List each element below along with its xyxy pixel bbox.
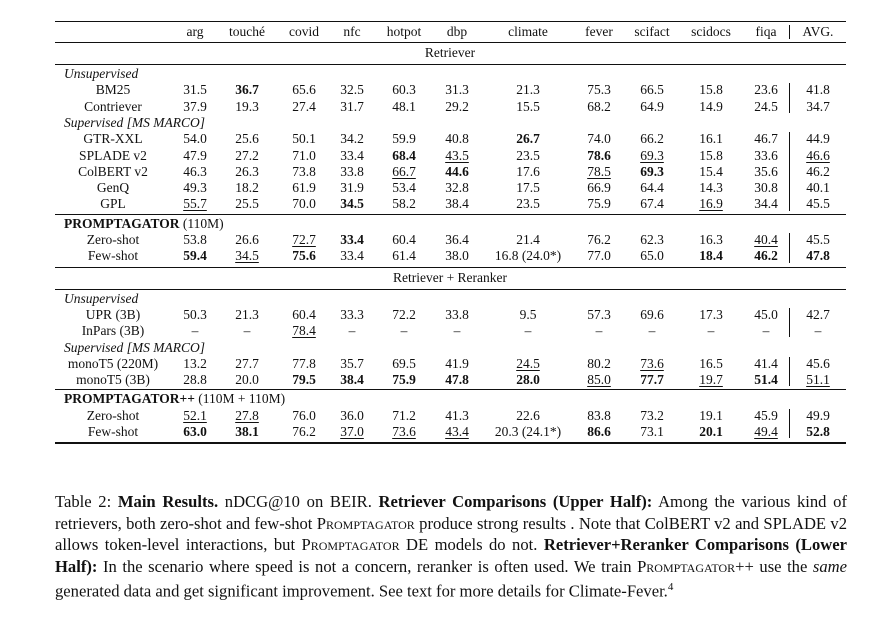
table-cell: 49.4 <box>754 424 778 439</box>
table-cell: 19.1 <box>699 407 723 423</box>
group-label <box>64 391 285 407</box>
table-cell: 68.4 <box>392 147 416 163</box>
table-cell: 60.4 <box>292 306 316 322</box>
caption-text: Among the various kind of retrievers, both zero-shot and few-shot <box>55 492 847 533</box>
table-cell: 43.4 <box>445 424 469 439</box>
table-cell: 69.5 <box>392 355 416 371</box>
table-cell: 74.0 <box>587 131 611 147</box>
table-cell: 26.7 <box>516 131 540 147</box>
table-cell: 15.8 <box>699 82 723 98</box>
section-bottom-rule <box>55 442 846 443</box>
table-cell: 19.3 <box>235 98 259 114</box>
section-title: Retriever <box>424 45 476 60</box>
caption-smallcaps-promptagator: Promptagator <box>316 513 415 533</box>
table-cell: 28.8 <box>183 372 207 388</box>
table-cell: 70.0 <box>292 196 316 212</box>
table-cell: 48.1 <box>392 98 416 114</box>
table-cell: 69.6 <box>640 306 664 322</box>
table-cell: 44.9 <box>806 131 830 147</box>
table-cell: 16.8 (24.0*) <box>494 248 562 264</box>
table-cell: 62.3 <box>640 232 664 247</box>
column-header: hotpot <box>386 24 422 39</box>
top-rule <box>55 21 846 22</box>
table-cell: 25.5 <box>235 196 259 212</box>
caption-footnote-mark: 4 <box>667 581 674 593</box>
group-rule <box>55 214 846 215</box>
row-label: UPR (3B) <box>85 306 141 322</box>
table-cell: 24.5 <box>516 355 540 371</box>
column-header: dbp <box>446 24 468 39</box>
table-cell: 15.8 <box>699 147 723 163</box>
group-label-method: PROMPTAGATOR++ <box>64 391 195 407</box>
table-cell: 60.3 <box>392 82 416 98</box>
table-cell: 59.4 <box>183 248 207 264</box>
table-cell: 27.2 <box>235 147 259 163</box>
table-cell: 20.3 (24.1*) <box>494 424 562 439</box>
table-cell: 35.7 <box>340 355 364 371</box>
table-cell: 45.9 <box>754 407 778 423</box>
table-cell: 23.6 <box>754 82 778 98</box>
table-cell: 33.8 <box>340 163 364 179</box>
table-cell: 33.6 <box>754 147 778 163</box>
table-cell: 32.8 <box>445 180 469 196</box>
table-cell: 50.1 <box>292 131 316 147</box>
table-cell: 36.4 <box>445 232 469 247</box>
table-cell: 73.8 <box>292 163 316 179</box>
table-cell: 73.6 <box>392 424 416 439</box>
table-cell: 79.5 <box>292 372 316 388</box>
avg-separator <box>789 409 790 439</box>
table-cell: 52.8 <box>806 424 830 439</box>
avg-separator <box>789 233 790 263</box>
row-label: Few-shot <box>87 424 139 439</box>
table-cell: 65.0 <box>640 248 664 264</box>
table-cell: 16.3 <box>699 232 723 247</box>
table-cell: 31.9 <box>340 180 364 196</box>
row-label: Zero-shot <box>86 407 140 423</box>
table-cell: 16.9 <box>699 196 723 212</box>
table-cell: 18.2 <box>235 180 259 196</box>
table-cell: 26.3 <box>235 163 259 179</box>
table-cell: 21.4 <box>516 232 540 247</box>
table-cell: 45.6 <box>806 355 830 371</box>
avg-separator <box>789 25 790 39</box>
row-label: InPars (3B) <box>81 323 145 339</box>
table-cell: 52.1 <box>183 407 207 423</box>
table-cell: 26.6 <box>235 232 259 247</box>
table-cell: – <box>348 323 356 339</box>
table-cell: 38.4 <box>340 372 364 388</box>
table-cell: 30.8 <box>754 180 778 196</box>
table-cell: 75.3 <box>587 82 611 98</box>
column-header: arg <box>186 24 204 39</box>
group-label: Supervised [MS MARCO] <box>64 114 205 130</box>
caption-table-number: Table 2: <box>55 492 118 511</box>
table-cell: 49.3 <box>183 180 207 196</box>
table-cell: 20.0 <box>235 372 259 388</box>
table-cell: 33.4 <box>340 248 364 264</box>
column-header: covid <box>289 24 319 39</box>
table-cell: 76.0 <box>292 407 316 423</box>
group-rule <box>55 389 846 390</box>
table-cell: 37.0 <box>340 424 364 439</box>
table-cell: 46.2 <box>806 163 830 179</box>
table-cell: 25.6 <box>235 131 259 147</box>
table-cell: 27.7 <box>235 355 259 371</box>
caption-smallcaps-promptagator: Promptagator <box>301 535 400 554</box>
table-cell: 69.3 <box>640 163 664 179</box>
caption-emphasis: same <box>812 556 848 576</box>
table-cell: 64.4 <box>640 180 664 196</box>
table-cell: 36.7 <box>235 82 259 98</box>
group-label <box>64 216 224 232</box>
table-cell: 23.5 <box>516 147 540 163</box>
table-cell: 15.4 <box>699 163 723 179</box>
table-cell: 21.3 <box>235 306 259 322</box>
caption-text: generated data and get significant improvement. See text for more details for Climate-Fever. <box>55 581 668 601</box>
table-cell: 59.9 <box>392 131 416 147</box>
table-cell: 66.9 <box>587 180 611 196</box>
row-label: monoT5 (3B) <box>76 372 150 388</box>
table-cell: 41.9 <box>445 355 469 371</box>
section-title: Retriever + Reranker <box>392 269 508 285</box>
table-cell: 31.7 <box>340 98 364 114</box>
row-label: ColBERT v2 <box>78 163 148 179</box>
group-label: Unsupervised <box>64 66 139 81</box>
caption-text: produce strong results . Note that ColBERT v2 and SPLADE v2 allows token-level interactions, but <box>55 513 847 554</box>
table-cell: – <box>400 323 408 339</box>
table-cell: 51.1 <box>806 372 830 388</box>
table-cell: 47.8 <box>445 372 469 388</box>
table-cell: 40.4 <box>754 232 778 247</box>
table-cell: 68.2 <box>587 98 611 114</box>
group-label-size: (110M + 110M) <box>194 391 286 407</box>
row-label: Few-shot <box>87 248 139 264</box>
table-caption <box>55 491 847 602</box>
table-cell: 50.3 <box>183 306 207 322</box>
avg-separator <box>789 132 790 211</box>
table-cell: – <box>243 323 251 339</box>
caption-bold-retriever: Retriever Comparisons (Upper Half): <box>378 492 653 511</box>
table-cell: 38.0 <box>445 248 469 264</box>
row-label: Zero-shot <box>86 232 140 247</box>
table-cell: 34.7 <box>806 98 830 114</box>
results-table <box>55 21 846 473</box>
section-rule <box>55 64 846 65</box>
table-cell: 76.2 <box>587 232 611 247</box>
table-cell: 27.8 <box>235 407 259 423</box>
table-cell: 17.3 <box>699 306 723 322</box>
table-cell: 77.0 <box>587 248 611 264</box>
table-cell: 45.0 <box>754 306 778 322</box>
table-cell: 85.0 <box>587 372 611 388</box>
table-cell: 46.6 <box>806 147 830 163</box>
table-cell: 51.4 <box>754 372 778 388</box>
avg-separator <box>789 308 790 338</box>
table-cell: – <box>191 323 199 339</box>
column-header: nfc <box>343 24 361 39</box>
table-cell: 17.6 <box>516 163 540 179</box>
table-cell: 38.4 <box>445 196 469 212</box>
table-cell: 9.5 <box>519 306 537 322</box>
table-cell: 73.1 <box>640 424 664 439</box>
table-cell: 47.8 <box>806 248 830 264</box>
table-cell: 16.1 <box>699 131 723 147</box>
table-cell: 38.1 <box>235 424 259 439</box>
avg-separator <box>789 83 790 113</box>
table-cell: 13.2 <box>183 355 207 371</box>
section-bottom-rule <box>55 267 846 268</box>
table-cell: 14.3 <box>699 180 723 196</box>
table-cell: – <box>707 323 715 339</box>
table-cell: 33.4 <box>340 147 364 163</box>
table-cell: 33.8 <box>445 306 469 322</box>
table-cell: 41.8 <box>806 82 830 98</box>
table-cell: 61.4 <box>392 248 416 264</box>
table-cell: 71.0 <box>292 147 316 163</box>
table-cell: 69.3 <box>640 147 664 163</box>
table-cell: 66.7 <box>392 163 416 179</box>
group-label: Supervised [MS MARCO] <box>64 339 205 355</box>
table-cell: 40.8 <box>445 131 469 147</box>
table-cell: 31.3 <box>445 82 469 98</box>
table-cell: 18.4 <box>699 248 723 264</box>
table-cell: 64.9 <box>640 98 664 114</box>
table-cell: 33.4 <box>340 232 364 247</box>
section-rule <box>55 289 846 290</box>
table-cell: 36.0 <box>340 407 364 423</box>
table-cell: 29.2 <box>445 98 469 114</box>
table-cell: 42.7 <box>806 306 830 322</box>
table-cell: 19.7 <box>699 372 723 388</box>
table-cell: 58.2 <box>392 196 416 212</box>
table-cell: 53.4 <box>392 180 416 196</box>
table-cell: 55.7 <box>183 196 207 212</box>
row-label: GPL <box>100 196 126 212</box>
table-cell: 72.2 <box>392 306 416 322</box>
table-cell: 21.3 <box>516 82 540 98</box>
table-cell: 60.4 <box>392 232 416 247</box>
column-header: climate <box>508 24 548 39</box>
table-cell: 72.7 <box>292 232 316 247</box>
caption-text: use the <box>753 556 813 576</box>
table-cell: 41.4 <box>754 355 778 371</box>
table-cell: 35.6 <box>754 163 778 179</box>
table-cell: 41.3 <box>445 407 469 423</box>
table-cell: 78.6 <box>587 147 611 163</box>
table-cell: 17.5 <box>516 180 540 196</box>
table-cell: 34.4 <box>754 196 778 212</box>
table-cell: 32.5 <box>340 82 364 98</box>
group-label-method: PROMPTAGATOR <box>64 215 180 231</box>
table-cell: 77.7 <box>640 372 664 388</box>
table-cell: 86.6 <box>587 424 611 439</box>
table-cell: 28.0 <box>516 372 540 388</box>
caption-bold-main-results: Main Results. <box>117 492 219 511</box>
table-cell: 49.9 <box>806 407 830 423</box>
table-cell: 78.5 <box>587 163 611 179</box>
table-cell: 76.2 <box>292 424 316 439</box>
table-cell: – <box>814 323 822 339</box>
table-cell: 15.5 <box>516 98 540 114</box>
table-cell: 75.9 <box>587 196 611 212</box>
table-cell: 75.9 <box>392 372 416 388</box>
column-header: AVG. <box>802 24 834 39</box>
table-cell: 53.8 <box>183 232 207 247</box>
table-cell: 23.5 <box>516 196 540 212</box>
table-cell: – <box>762 323 770 339</box>
avg-separator <box>789 357 790 387</box>
table-cell: 67.4 <box>640 196 664 212</box>
table-cell: 77.8 <box>292 355 316 371</box>
column-header: scidocs <box>691 24 731 39</box>
table-cell: 34.2 <box>340 131 364 147</box>
header-rule <box>55 42 846 43</box>
table-cell: 65.6 <box>292 82 316 98</box>
table-cell: 47.9 <box>183 147 207 163</box>
group-label-size: (110M) <box>179 215 224 231</box>
table-cell: 66.2 <box>640 131 664 147</box>
caption-text: DE models do not. <box>399 535 544 554</box>
table-cell: 31.5 <box>183 82 207 98</box>
caption-text: In the scenario where speed is not a concern, reranker is often used. We train <box>97 556 638 576</box>
table-cell: 20.1 <box>699 424 723 439</box>
table-cell: – <box>453 323 461 339</box>
row-label: GTR-XXL <box>83 131 143 147</box>
table-cell: – <box>595 323 603 339</box>
caption-smallcaps-promptagator-plus: Promptagator++ <box>637 556 754 576</box>
table-cell: 43.5 <box>445 147 469 163</box>
table-cell: 27.4 <box>292 98 316 114</box>
table-cell: 73.6 <box>640 355 664 371</box>
table-cell: 71.2 <box>392 407 416 423</box>
row-label: monoT5 (220M) <box>67 355 159 371</box>
table-cell: 34.5 <box>340 196 364 212</box>
table-cell: 44.6 <box>445 163 469 179</box>
table-cell: 78.4 <box>292 323 316 339</box>
table-cell: 73.2 <box>640 407 664 423</box>
table-cell: 80.2 <box>587 355 611 371</box>
table-cell: 14.9 <box>699 98 723 114</box>
table-cell: 40.1 <box>806 180 830 196</box>
row-label: GenQ <box>96 180 130 196</box>
table-cell: 46.3 <box>183 163 207 179</box>
group-label: Unsupervised <box>64 290 139 306</box>
table-cell: 16.5 <box>699 355 723 371</box>
table-cell: 63.0 <box>183 424 207 439</box>
table-cell: 45.5 <box>806 232 830 247</box>
table-cell: – <box>648 323 656 339</box>
table-cell: 61.9 <box>292 180 316 196</box>
table-cell: 45.5 <box>806 196 830 212</box>
table-cell: 46.7 <box>754 131 778 147</box>
caption-bold-reranker: Retriever+Reranker Comparisons (Lower Half): <box>55 535 848 576</box>
table-cell: 46.2 <box>754 248 778 264</box>
column-header: fiqa <box>755 24 777 39</box>
row-label: BM25 <box>95 82 131 98</box>
column-header: fever <box>585 24 613 39</box>
table-cell: 57.3 <box>587 306 611 322</box>
table-cell: 33.3 <box>340 306 364 322</box>
table-cell: 34.5 <box>235 248 259 264</box>
table-cell: 22.6 <box>516 407 540 423</box>
column-header: scifact <box>634 24 670 39</box>
caption-text: nDCG@10 on BEIR. <box>218 492 379 511</box>
table-cell: 75.6 <box>292 248 316 264</box>
table-cell: 54.0 <box>183 131 207 147</box>
table-cell: 66.5 <box>640 82 664 98</box>
table-cell: 37.9 <box>183 98 207 114</box>
table-cell: 83.8 <box>587 407 611 423</box>
row-label: SPLADE v2 <box>79 147 147 163</box>
table-cell: 24.5 <box>754 98 778 114</box>
column-header: touché <box>229 24 265 39</box>
row-label: Contriever <box>84 98 142 114</box>
table-cell: – <box>524 323 532 339</box>
